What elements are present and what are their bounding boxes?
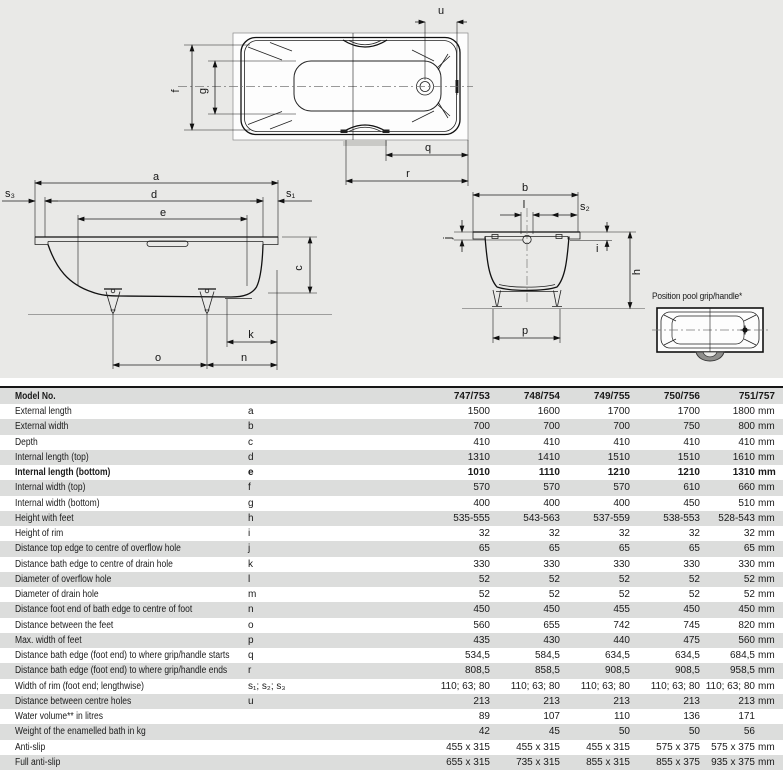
model-no-header: Model No. <box>15 390 56 402</box>
row-label: Depth <box>15 436 38 448</box>
row-letter: f <box>248 482 251 494</box>
row-value: 213 <box>473 695 490 707</box>
row-value: 1210 <box>607 467 630 479</box>
row-value: 410 <box>473 436 490 448</box>
dim-s3 <box>2 188 58 201</box>
row-unit: mm <box>758 741 775 753</box>
table-header-row <box>0 388 783 404</box>
row-unit: mm <box>758 421 775 433</box>
dim-h <box>580 232 643 309</box>
row-value: 410 <box>738 436 755 448</box>
row-value: 136 <box>683 711 700 723</box>
row-value: 110; 63; 80 <box>650 680 700 692</box>
table-row <box>0 557 783 572</box>
row-unit: mm <box>758 756 775 768</box>
row-value: 410 <box>613 436 630 448</box>
table-row <box>0 541 783 556</box>
bath-side-view-drawing <box>0 170 345 378</box>
row-value: 65 <box>618 543 630 555</box>
row-value: 213 <box>683 695 700 707</box>
row-label: Height of rim <box>15 528 64 540</box>
svg-text:n: n <box>240 352 248 364</box>
row-value: 570 <box>473 482 490 494</box>
row-label: Max. width of feet <box>15 634 82 646</box>
row-unit: mm <box>758 497 775 509</box>
row-value: 570 <box>613 482 630 494</box>
row-value: 455 <box>613 604 630 616</box>
bath-top-view-drawing <box>170 0 480 192</box>
row-value: 735 x 315 <box>516 756 560 768</box>
row-value: 1600 <box>537 406 560 418</box>
row-value: 455 x 315 <box>516 741 560 753</box>
row-value: 430 <box>543 634 560 646</box>
row-label: Full anti-slip <box>15 756 61 768</box>
row-value: 110 <box>614 711 630 723</box>
dim-p <box>493 309 560 343</box>
row-value: 89 <box>478 711 490 723</box>
row-value: 52 <box>548 573 560 585</box>
row-label: Distance foot end of bath edge to centre of foot <box>15 604 193 616</box>
table-row <box>0 709 783 724</box>
row-value: 510 <box>738 497 755 509</box>
row-value: 750 <box>683 421 700 433</box>
row-label: Diameter of overflow hole <box>15 573 112 585</box>
table-row <box>0 587 783 602</box>
row-letter: r <box>248 665 252 677</box>
row-label: Water volume** in litres <box>15 711 104 723</box>
svg-text:j: j <box>442 236 454 240</box>
row-value: 52 <box>743 589 755 601</box>
row-value: 65 <box>743 543 755 555</box>
svg-text:i: i <box>596 243 599 255</box>
row-value: 855 x 315 <box>586 756 630 768</box>
row-value: 745 <box>683 619 700 631</box>
row-label: Anti-slip <box>15 741 46 753</box>
row-value: 808,5 <box>464 665 490 677</box>
svg-text:d: d <box>150 189 158 201</box>
row-value: 32 <box>743 528 755 540</box>
row-value: 110; 63; 80 <box>580 680 630 692</box>
svg-text:q: q <box>424 142 432 154</box>
row-label: Distance top edge to centre of overflow hole <box>15 543 181 555</box>
row-value: 543-563 <box>523 512 560 524</box>
row-letter: p <box>248 634 254 646</box>
row-value: 330 <box>613 558 630 570</box>
row-value: 1500 <box>467 406 490 418</box>
row-value: 575 x 375 <box>656 741 700 753</box>
row-value: 684,5 <box>729 650 755 662</box>
row-value: 110; 63; 80 <box>705 680 755 692</box>
row-unit: mm <box>758 619 775 631</box>
row-value: 528-543 <box>718 512 755 524</box>
row-value: 655 x 315 <box>446 756 490 768</box>
dim-s2 <box>552 201 590 215</box>
table-row <box>0 679 783 694</box>
row-label: Width of rim (foot end; lengthwise) <box>15 680 144 692</box>
row-value: 700 <box>543 421 560 433</box>
row-value: 56 <box>743 726 755 738</box>
dim-k <box>227 270 277 370</box>
row-value: 50 <box>618 726 630 738</box>
row-value: 330 <box>473 558 490 570</box>
row-value: 935 x 375 <box>711 756 755 768</box>
row-value: 52 <box>618 573 630 585</box>
row-value: 908,5 <box>604 665 630 677</box>
row-value: 450 <box>683 604 700 616</box>
svg-text:o: o <box>154 352 162 364</box>
table-row <box>0 404 783 419</box>
row-unit: mm <box>758 406 775 418</box>
row-letter: u <box>248 695 254 707</box>
row-unit: mm <box>758 467 776 479</box>
spec-table <box>0 386 783 770</box>
row-unit: mm <box>758 650 775 662</box>
row-letter: n <box>248 604 254 616</box>
row-letter: g <box>248 497 254 509</box>
row-value: 455 x 315 <box>586 741 630 753</box>
table-row <box>0 663 783 678</box>
row-value: 908,5 <box>674 665 700 677</box>
table-row <box>0 694 783 709</box>
svg-text:a: a <box>152 171 160 183</box>
row-unit: mm <box>758 695 775 707</box>
row-value: 537-559 <box>593 512 630 524</box>
row-value: 171 <box>738 711 755 723</box>
row-value: 450 <box>738 604 755 616</box>
row-value: 560 <box>738 634 755 646</box>
row-value: 52 <box>548 589 560 601</box>
row-unit: mm <box>758 543 775 555</box>
row-value: 634,5 <box>674 650 700 662</box>
row-value: 32 <box>688 528 700 540</box>
dim-j <box>442 220 523 252</box>
row-value: 52 <box>478 589 490 601</box>
model-column-header: 747/753 <box>453 390 490 402</box>
table-row <box>0 526 783 541</box>
row-unit: mm <box>758 512 775 524</box>
row-value: 1700 <box>677 406 700 418</box>
row-letter: k <box>248 558 253 570</box>
table-row <box>0 740 783 755</box>
row-value: 570 <box>543 482 560 494</box>
row-value: 107 <box>543 711 560 723</box>
row-value: 213 <box>613 695 630 707</box>
row-value: 1610 <box>732 451 755 463</box>
model-column-header: 751/757 <box>738 390 775 402</box>
row-value: 655 <box>543 619 560 631</box>
row-value: 110; 63; 80 <box>440 680 490 692</box>
table-row <box>0 465 783 480</box>
row-value: 65 <box>688 543 700 555</box>
row-value: 65 <box>478 543 490 555</box>
dim-o-n <box>113 313 277 369</box>
row-value: 534,5 <box>464 650 490 662</box>
row-unit: mm <box>758 482 775 494</box>
row-value: 742 <box>613 619 630 631</box>
row-value: 1410 <box>537 451 560 463</box>
table-row <box>0 648 783 663</box>
end-profile <box>473 232 580 290</box>
row-value: 800 <box>738 421 755 433</box>
pool-grip-icon <box>696 352 724 361</box>
row-value: 330 <box>738 558 755 570</box>
dim-s1 <box>250 188 312 201</box>
row-label: Height with feet <box>15 512 74 524</box>
row-value: 1800 <box>732 406 755 418</box>
table-row <box>0 618 783 633</box>
row-value: 52 <box>688 589 700 601</box>
row-value: 475 <box>683 634 700 646</box>
model-column-header: 748/754 <box>523 390 560 402</box>
row-value: 435 <box>473 634 490 646</box>
row-unit: mm <box>758 451 775 463</box>
row-unit: mm <box>758 665 775 677</box>
row-value: 1210 <box>677 467 700 479</box>
table-row <box>0 602 783 617</box>
row-value: 1510 <box>677 451 700 463</box>
row-unit: mm <box>758 528 775 540</box>
svg-text:s₃: s₃ <box>5 188 15 200</box>
table-row <box>0 633 783 648</box>
row-value: 32 <box>618 528 630 540</box>
row-unit: mm <box>758 573 775 585</box>
dim-b <box>473 182 578 232</box>
row-label: Internal length (bottom) <box>15 467 111 479</box>
row-value: 330 <box>543 558 560 570</box>
row-value: 50 <box>688 726 700 738</box>
row-letter: o <box>248 619 254 631</box>
row-label: Distance bath edge (foot end) to where grip/handle ends <box>15 665 228 677</box>
row-value: 410 <box>683 436 700 448</box>
row-value: 575 x 375 <box>711 741 755 753</box>
table-row <box>0 480 783 495</box>
row-letter: m <box>248 589 257 601</box>
row-letter: q <box>248 650 254 662</box>
row-value: 584,5 <box>534 650 560 662</box>
row-value: 538-553 <box>663 512 700 524</box>
row-label: Distance between the feet <box>15 619 114 631</box>
bath-feet <box>104 289 216 314</box>
side-profile <box>35 237 278 299</box>
row-letter: a <box>248 406 254 418</box>
row-value: 32 <box>548 528 560 540</box>
row-letter: b <box>248 421 254 433</box>
row-value: 450 <box>473 604 490 616</box>
row-letter: l <box>248 573 251 585</box>
row-letter: e <box>248 467 254 479</box>
row-letter: i <box>248 528 251 540</box>
model-column-header: 749/755 <box>593 390 630 402</box>
row-label: Internal width (bottom) <box>15 497 100 509</box>
svg-text:h: h <box>631 268 643 276</box>
dim-c <box>268 237 317 293</box>
row-value: 560 <box>473 619 490 631</box>
row-unit: mm <box>758 680 775 692</box>
row-value: 65 <box>548 543 560 555</box>
overflow-hole-icon <box>523 208 531 302</box>
row-value: 42 <box>478 726 490 738</box>
row-value: 1700 <box>607 406 630 418</box>
row-value: 1110 <box>538 467 560 479</box>
table-row <box>0 419 783 434</box>
svg-text:p: p <box>521 325 529 337</box>
table-row <box>0 724 783 739</box>
row-value: 820 <box>738 619 755 631</box>
row-value: 110; 63; 80 <box>510 680 560 692</box>
row-value: 1510 <box>607 451 630 463</box>
grip-diagram-drawing <box>652 305 772 367</box>
table-row <box>0 572 783 587</box>
row-value: 855 x 375 <box>656 756 700 768</box>
row-value: 45 <box>548 726 560 738</box>
row-value: 1010 <box>467 467 490 479</box>
row-value: 400 <box>613 497 630 509</box>
row-value: 213 <box>543 695 560 707</box>
grip-position-diagram <box>652 291 782 367</box>
row-value: 700 <box>473 421 490 433</box>
technical-drawings-panel <box>0 0 783 378</box>
row-label: Weight of the enamelled bath in kg <box>15 726 146 738</box>
svg-text:r: r <box>406 168 410 180</box>
table-row <box>0 450 783 465</box>
row-letter: c <box>248 436 253 448</box>
row-label: External width <box>15 421 69 433</box>
row-value: 32 <box>478 528 490 540</box>
row-value: 858,5 <box>534 665 560 677</box>
svg-text:g: g <box>197 87 209 95</box>
row-value: 330 <box>683 558 700 570</box>
row-label: Internal length (top) <box>15 451 89 463</box>
row-unit: mm <box>758 436 775 448</box>
row-value: 700 <box>613 421 630 433</box>
row-letter: h <box>248 512 254 524</box>
row-label: Distance bath edge to centre of drain hole <box>15 558 173 570</box>
row-value: 52 <box>688 573 700 585</box>
svg-text:s₂: s₂ <box>580 201 590 213</box>
svg-text:c: c <box>293 265 305 271</box>
table-body <box>0 404 783 770</box>
dim-a <box>35 171 278 237</box>
grip-diagram-title: Position pool grip/handle* <box>652 291 743 301</box>
row-value: 52 <box>478 573 490 585</box>
svg-text:b: b <box>521 182 529 194</box>
bath-end-view-drawing <box>440 170 670 378</box>
row-unit: mm <box>758 604 775 616</box>
row-value: 400 <box>473 497 490 509</box>
row-label: Internal width (top) <box>15 482 86 494</box>
table-row <box>0 435 783 450</box>
svg-text:k: k <box>248 329 254 341</box>
row-letter: s₁; s₂; s₃ <box>248 680 286 692</box>
row-value: 52 <box>743 573 755 585</box>
table-row <box>0 496 783 511</box>
row-value: 535-555 <box>453 512 490 524</box>
row-unit: mm <box>758 558 775 570</box>
row-value: 660 <box>738 482 755 494</box>
row-label: Diameter of drain hole <box>15 589 99 601</box>
row-value: 1310 <box>732 467 755 479</box>
row-value: 440 <box>613 634 630 646</box>
dim-i <box>570 222 612 255</box>
row-letter: j <box>248 543 251 555</box>
row-label: Distance between centre holes <box>15 695 132 707</box>
row-value: 450 <box>543 604 560 616</box>
row-label: External length <box>15 406 72 418</box>
svg-text:s₁: s₁ <box>286 188 296 200</box>
row-letter: d <box>248 451 254 463</box>
row-value: 410 <box>543 436 560 448</box>
row-unit: mm <box>758 634 775 646</box>
row-value: 400 <box>543 497 560 509</box>
svg-text:f: f <box>170 89 182 93</box>
svg-text:l: l <box>522 199 526 211</box>
row-value: 958,5 <box>729 665 755 677</box>
row-value: 455 x 315 <box>446 741 490 753</box>
table-row <box>0 511 783 526</box>
svg-text:u: u <box>437 5 445 17</box>
row-unit: mm <box>758 589 775 601</box>
row-value: 634,5 <box>604 650 630 662</box>
row-value: 52 <box>618 589 630 601</box>
row-value: 610 <box>683 482 700 494</box>
row-label: Distance bath edge (foot end) to where grip/handle starts <box>15 650 230 662</box>
row-value: 213 <box>738 695 755 707</box>
svg-text:e: e <box>159 207 167 219</box>
row-value: 450 <box>683 497 700 509</box>
model-column-header: 750/756 <box>663 390 700 402</box>
table-row <box>0 755 783 770</box>
row-value: 1310 <box>467 451 490 463</box>
